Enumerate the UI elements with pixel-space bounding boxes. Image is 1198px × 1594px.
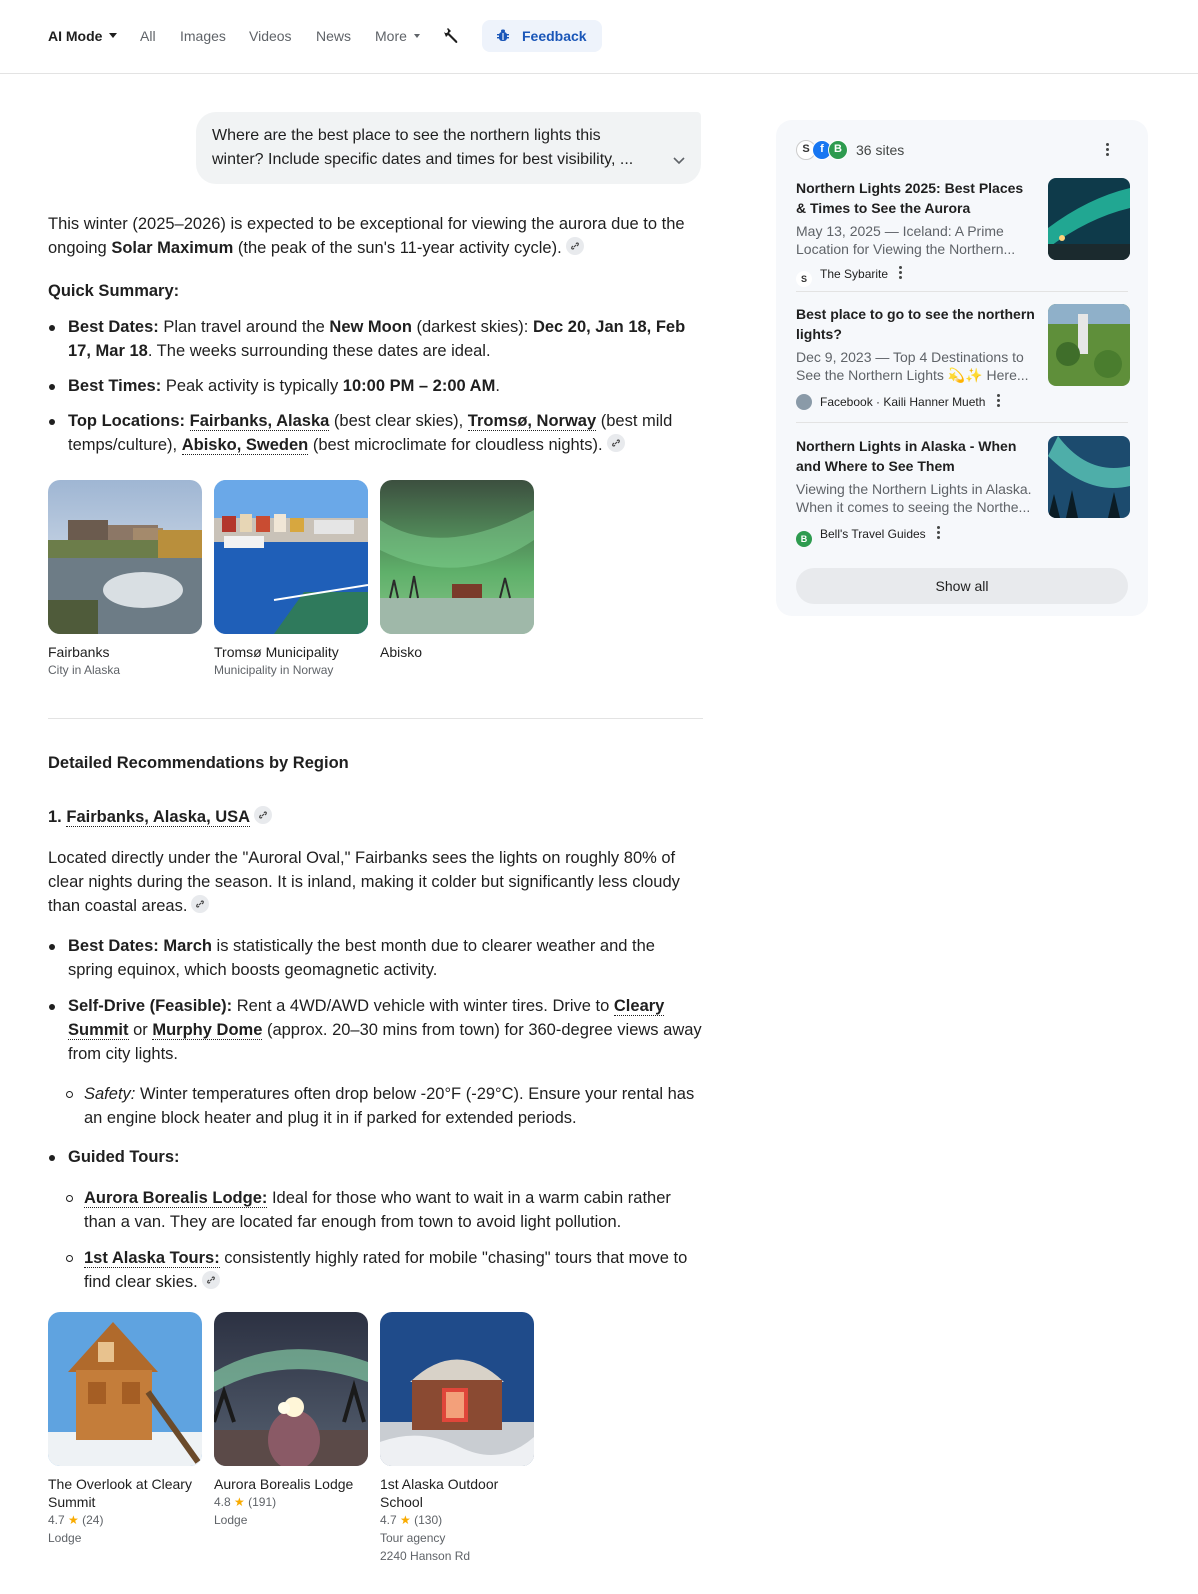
text: (best microclimate for cloudless nights). (308, 436, 603, 454)
list-item-best-dates (48, 315, 703, 363)
source-meta (796, 524, 933, 547)
lodge-card-rating (214, 1493, 368, 1511)
snippet-line: May 13, 2025 — Iceland: A Prime (796, 223, 1004, 239)
quick-summary-heading: Quick Summary: (48, 282, 180, 300)
user-query-bubble[interactable] (196, 112, 701, 184)
feedback-button[interactable] (482, 20, 602, 52)
text: consistently highly rated for mobile "chasing" tours that move to find clear skies. (84, 1249, 688, 1291)
text: Ideal for those who want to wait in a warm cabin rather than a van. They are located far enough from town to avoid light pollution. (84, 1189, 671, 1231)
lodge-card-rating (48, 1511, 202, 1529)
more-options-icon[interactable] (899, 266, 903, 280)
source-card[interactable] (796, 178, 1128, 296)
text: (best clear skies), (329, 412, 468, 430)
source-site: The Sybarite (820, 267, 889, 281)
tab-all[interactable]: All (140, 28, 156, 44)
place-card-title: Fairbanks (48, 644, 110, 660)
overlook-lodge-photo (48, 1312, 202, 1466)
source-snippet (796, 480, 1036, 516)
text: . (495, 377, 500, 395)
section-1-paragraph (48, 846, 703, 918)
source-favicons (796, 138, 852, 162)
self-drive-label: Self-Drive (Feasible): (68, 997, 233, 1015)
lodge-card-title: 1st Alaska Outdoor School (380, 1476, 499, 1510)
tab-more[interactable] (375, 27, 420, 45)
source-meta (796, 264, 895, 287)
snippet-line: Dec 9, 2023 — Top 4 Destinations to (796, 349, 1024, 365)
link-tromso[interactable]: Tromsø, Norway (467, 412, 597, 430)
top-navigation (0, 0, 1198, 74)
review-count: (130) (414, 1513, 443, 1527)
fairbanks-photo (48, 480, 202, 634)
query-line-1: Where are the best place to see the northern lights this (212, 127, 601, 144)
source-thumbnail (1048, 436, 1130, 518)
lodge-card-type: Lodge (48, 1531, 82, 1545)
source-title: Northern Lights 2025: Best Places & Times to See the Aurora (796, 180, 1024, 216)
tab-videos[interactable]: Videos (249, 28, 292, 44)
link-aurora-borealis-lodge[interactable]: Aurora Borealis Lodge: (84, 1189, 268, 1207)
text: Peak activity is typically (161, 377, 343, 395)
text: (best mild temps/culture), (68, 412, 673, 454)
tab-more-label: More (375, 28, 407, 44)
tromso-photo (214, 480, 368, 634)
tab-ai-mode-label: AI Mode (48, 28, 103, 44)
feedback-label: Feedback (522, 28, 587, 44)
snippet-line: Viewing the Northern Lights in Alaska. (796, 481, 1032, 497)
place-card-subtitle: Municipality in Norway (214, 663, 334, 677)
lodge-card-address: 2240 Hanson Rd (380, 1549, 471, 1563)
sub-item-1st-alaska-tours (64, 1246, 703, 1294)
review-count: (24) (82, 1513, 104, 1527)
text: Located directly under the "Auroral Oval," Fairbanks sees the lights on roughly 80% of clear nights during the season. It is inland, making it colder but significantly less cloudy than coastal areas. (48, 849, 680, 915)
best-times-label: Best Times: (68, 377, 162, 395)
text: is statistically the best month due to clearer weather and the spring equinox, which boosts geomagnetic activity. (68, 937, 655, 979)
citation-link-icon[interactable] (254, 806, 272, 824)
snippet-line: Location for Viewing the Northern... (796, 241, 1016, 257)
source-title: Best place to go to see the northern lights? (796, 306, 1035, 342)
bug-icon (496, 29, 510, 43)
section-1-heading (48, 806, 272, 828)
times-range: 10:00 PM – 2:00 AM (342, 377, 496, 395)
text: Winter temperatures often drop below -20°F (-29°C). Ensure your rental has an engine block heater and plug it in if parked for extended periods. (84, 1085, 695, 1127)
more-options-icon[interactable] (997, 394, 1001, 408)
intro-text-2: (the peak of the sun's 11-year activity cycle). (233, 239, 562, 257)
aurora-lodge-photo (214, 1312, 368, 1466)
section-divider (48, 718, 703, 719)
intro-text-1: This winter (2025–2026) is expected to be exceptional for viewing the aurora due to the ongoing (48, 215, 685, 257)
rating: 4.7 (380, 1513, 397, 1527)
sources-count: 36 sites (856, 142, 905, 158)
text: or (128, 1021, 153, 1039)
chevron-down-icon (109, 33, 117, 38)
yurt-photo (380, 1312, 534, 1466)
section-number: 1. (48, 808, 67, 826)
source-site: Facebook · Kaili Hanner Mueth (820, 395, 986, 409)
place-card-subtitle: City in Alaska (48, 663, 121, 677)
source-divider (796, 291, 1128, 292)
link-fairbanks[interactable]: Fairbanks, Alaska (189, 412, 330, 430)
source-site: Bell's Travel Guides (820, 527, 926, 541)
new-moon: New Moon (329, 318, 412, 336)
rating: 4.7 (48, 1513, 65, 1527)
list-item-self-drive (48, 994, 703, 1066)
chevron-down-icon[interactable] (671, 152, 687, 168)
source-meta (796, 392, 993, 410)
text: (approx. 20–30 mins from town) for 360-degree views away from city lights. (68, 1021, 702, 1063)
star-icon: ★ (234, 1495, 245, 1509)
link-cleary-summit[interactable]: Cleary Summit (68, 997, 665, 1039)
sybarite-favicon-icon: S (796, 271, 812, 287)
lodge-card-rating (380, 1511, 534, 1529)
intro-bold: Solar Maximum (111, 239, 234, 257)
lodge-card-title: Aurora Borealis Lodge (214, 1476, 354, 1492)
source-thumbnail (1048, 178, 1130, 260)
link-murphy-dome[interactable]: Murphy Dome (152, 1021, 263, 1039)
list-item-best-times (48, 374, 703, 398)
place-card-overlook[interactable] (48, 1312, 202, 1547)
lodge-card-type: Tour agency (380, 1531, 446, 1545)
source-divider (796, 422, 1128, 423)
text: . The weeks surrounding these dates are ideal. (147, 342, 491, 360)
guided-tours-label: Guided Tours: (68, 1148, 180, 1166)
abisko-aurora-photo (380, 480, 534, 634)
tools-wrench-icon[interactable] (441, 26, 461, 46)
link-fairbanks-alaska-usa[interactable]: Fairbanks, Alaska, USA (66, 808, 251, 826)
source-card[interactable] (796, 304, 1128, 422)
source-snippet (796, 222, 1036, 258)
place-card-fairbanks[interactable] (48, 480, 202, 679)
sub-item-aurora-lodge (64, 1186, 703, 1234)
source-thumbnail (1048, 304, 1130, 386)
rating: 4.8 (214, 1495, 231, 1509)
avatar (796, 394, 812, 410)
snippet-line: See the Northern Lights 💫✨ Here... (796, 367, 1029, 383)
source-title: Northern Lights in Alaska - When and Where to See Them (796, 438, 1017, 474)
lodge-card-title: The Overlook at Cleary Summit (48, 1476, 192, 1510)
citation-link-icon[interactable] (566, 237, 584, 255)
place-card-1st-alaska-outdoor-school[interactable] (380, 1312, 534, 1565)
link-abisko[interactable]: Abisko, Sweden (181, 436, 309, 454)
citation-link-icon[interactable] (202, 1271, 220, 1289)
list-item-top-locations (48, 409, 703, 457)
facebook-favicon-icon: f (812, 140, 832, 160)
link-1st-alaska-tours[interactable]: 1st Alaska Tours: (84, 1249, 220, 1267)
place-card-abisko[interactable] (380, 480, 534, 661)
bells-favicon-icon: B (828, 140, 848, 160)
detailed-heading: Detailed Recommendations by Region (48, 754, 349, 772)
sub-item-safety (64, 1082, 703, 1130)
place-card-tromso[interactable] (214, 480, 368, 679)
source-card[interactable] (796, 436, 1128, 554)
query-line-2: winter? Include specific dates and times for best visibility, ... (212, 151, 634, 168)
source-snippet (796, 348, 1036, 384)
snippet-line: When it comes to seeing the Northe... (796, 499, 1031, 515)
more-options-icon[interactable] (937, 526, 941, 540)
list-item-best-dates-march (48, 934, 703, 982)
star-icon: ★ (68, 1513, 79, 1527)
chevron-down-icon (414, 34, 420, 38)
place-card-aurora-borealis-lodge[interactable] (214, 1312, 368, 1529)
dates-list: Dec 20, Jan 18, Feb 17, Mar 18 (68, 318, 686, 360)
best-dates-label: Best Dates: (68, 318, 159, 336)
tab-news[interactable]: News (316, 28, 352, 44)
sources-panel (776, 120, 1148, 616)
top-locations-label: Top Locations: (68, 412, 186, 430)
list-item-guided-tours (48, 1145, 703, 1169)
more-options-icon[interactable] (1106, 143, 1110, 157)
safety-label: Safety: (84, 1085, 136, 1103)
text: Rent a 4WD/AWD vehicle with winter tires. Drive to (232, 997, 614, 1015)
text: Plan travel around the (158, 318, 330, 336)
bells-favicon-icon: B (796, 531, 812, 547)
place-card-title: Tromsø Municipality (214, 644, 339, 660)
place-card-title: Abisko (380, 644, 423, 660)
sybarite-favicon-icon: S (796, 140, 816, 160)
citation-link-icon[interactable] (191, 895, 209, 913)
star-icon: ★ (400, 1513, 411, 1527)
tab-ai-mode[interactable] (48, 27, 117, 45)
citation-link-icon[interactable] (607, 434, 625, 452)
lodge-card-type: Lodge (214, 1513, 248, 1527)
review-count: (191) (248, 1495, 277, 1509)
text: (darkest skies): (411, 318, 533, 336)
show-all-button[interactable]: Show all (796, 568, 1128, 604)
tab-images[interactable]: Images (180, 28, 226, 44)
best-dates-march-label: Best Dates: March (68, 937, 212, 955)
intro-paragraph (48, 212, 703, 260)
